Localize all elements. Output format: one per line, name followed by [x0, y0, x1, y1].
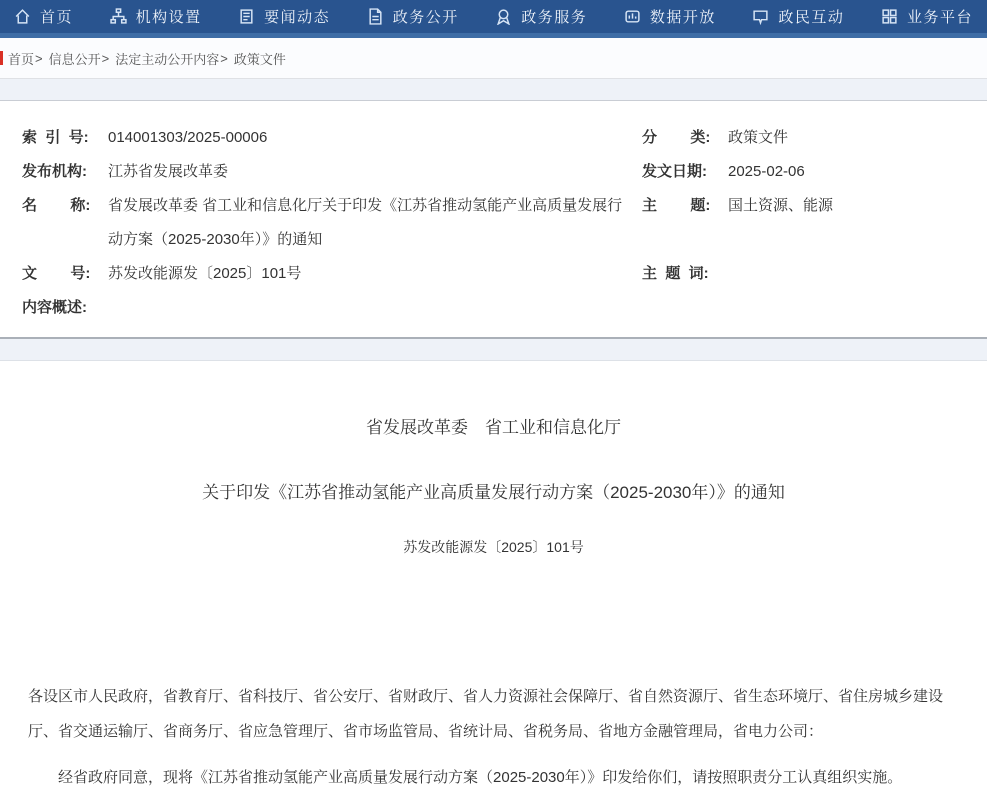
breadcrumb [0, 38, 987, 79]
nav-item-label: 政民互动 [778, 9, 845, 26]
document-number-label: 文 号: [22, 265, 91, 282]
section-band-top [0, 79, 987, 101]
category-value: 政策文件 [728, 129, 789, 146]
nav-item-open-data[interactable] [624, 6, 716, 27]
org-chart-icon [110, 8, 127, 25]
meta-cell-doc-number [22, 257, 642, 291]
issue-date-value: 2025-02-06 [728, 163, 805, 180]
issue-date-label: 发文日期: [642, 163, 707, 180]
meta-row-docnum-keywords [22, 257, 987, 291]
home-icon [14, 8, 31, 25]
nav-item-interaction[interactable] [752, 6, 844, 27]
nav-item-label: 数据开放 [649, 9, 716, 26]
meta-cell-index [22, 121, 642, 155]
meta-cell-issue-date [642, 155, 987, 189]
issuing-agency-value: 江苏省发展改革委 [108, 163, 229, 180]
meta-row-name-subject [22, 189, 987, 257]
nav-item-platform[interactable] [881, 6, 973, 27]
meta-cell-keywords [642, 257, 987, 291]
breadcrumb-separator: > [101, 50, 110, 66]
document-title-line1: 省发展改革委 省工业和信息化厅 [366, 418, 621, 437]
chat-bubble-icon [752, 8, 769, 25]
keywords-label: 主 题 词: [642, 265, 709, 282]
breadcrumb-statutory-content[interactable]: 法定主动公开内容 [115, 51, 220, 67]
meta-cell-agency [22, 155, 642, 189]
document-number-value: 苏发改能源发〔2025〕101号 [108, 265, 302, 282]
meta-cell-subject [642, 189, 987, 223]
nav-item-news[interactable] [238, 6, 330, 27]
document-name-label: 名 称: [22, 197, 91, 214]
document-title-line2: 关于印发《江苏省推动氢能产业高质量发展行动方案（2025-2030年）》的通知 [202, 483, 785, 502]
index-number-value: 014001303/2025-00006 [108, 129, 268, 146]
document-icon [367, 8, 384, 25]
metadata-table [0, 101, 987, 337]
badge-icon [495, 8, 512, 25]
document-reference-number: 苏发改能源发〔2025〕101号 [403, 539, 584, 555]
content-summary-label: 内容概述: [22, 299, 87, 316]
data-chart-icon [624, 8, 641, 25]
subject-label: 主 题: [642, 197, 711, 214]
nav-item-gov-info[interactable] [367, 6, 459, 27]
issuing-agency-label: 发布机构: [22, 163, 87, 180]
meta-cell-name [22, 189, 642, 257]
news-icon [238, 8, 255, 25]
nav-item-label: 业务平台 [906, 9, 973, 26]
meta-cell-category [642, 121, 987, 155]
body-paragraph: 经省政府同意，现将《江苏省推动氢能产业高质量发展行动方案（2025-2030年）》印发给你们，请按照职责分工认真组织实施。 [58, 769, 903, 786]
nav-item-home[interactable] [14, 6, 73, 27]
grid-icon [881, 8, 898, 25]
breadcrumb-accent-marker [0, 51, 3, 65]
category-label: 分 类: [642, 129, 711, 146]
breadcrumb-info-disclosure[interactable]: 信息公开 [48, 51, 101, 67]
document-name-value: 省发展改革委 省工业和信息化厅关于印发《江苏省推动氢能产业高质量发展行动方案（2025-2030年）》的通知 [108, 197, 623, 248]
nav-item-org[interactable] [110, 6, 202, 27]
nav-item-label: 机构设置 [135, 9, 202, 26]
meta-row-agency-date [22, 155, 987, 189]
meta-cell-summary [22, 291, 642, 325]
breadcrumb-home[interactable]: 首页 [8, 51, 35, 67]
document-body [0, 413, 987, 795]
nav-item-gov-service[interactable] [495, 6, 587, 27]
meta-row-index-category [22, 121, 987, 155]
nav-item-label: 政务服务 [521, 9, 588, 26]
addressee-paragraph: 各设区市人民政府，省教育厅、省科技厅、省公安厅、省财政厅、省人力资源社会保障厅、省自然资源厅、省生态环境厅、省住房城乡建设厅、省交通运输厅、省商务厅、省应急管理厅、省市场监管局、省统计局、省税务局、省地方金融管理局，省电力公司： [28, 688, 944, 740]
section-band-middle [0, 339, 987, 361]
nav-item-label: 首页 [40, 9, 74, 26]
subject-value: 国土资源、能源 [728, 197, 834, 214]
breadcrumb-separator: > [35, 50, 43, 66]
index-number-label: 索 引 号: [22, 129, 89, 146]
meta-row-summary [22, 291, 987, 325]
nav-item-label: 要闻动态 [264, 9, 331, 26]
nav-item-label: 政务公开 [392, 9, 459, 26]
top-nav [0, 0, 987, 33]
breadcrumb-separator: > [220, 50, 228, 66]
breadcrumb-current-policy-files: 政策文件 [233, 51, 286, 67]
